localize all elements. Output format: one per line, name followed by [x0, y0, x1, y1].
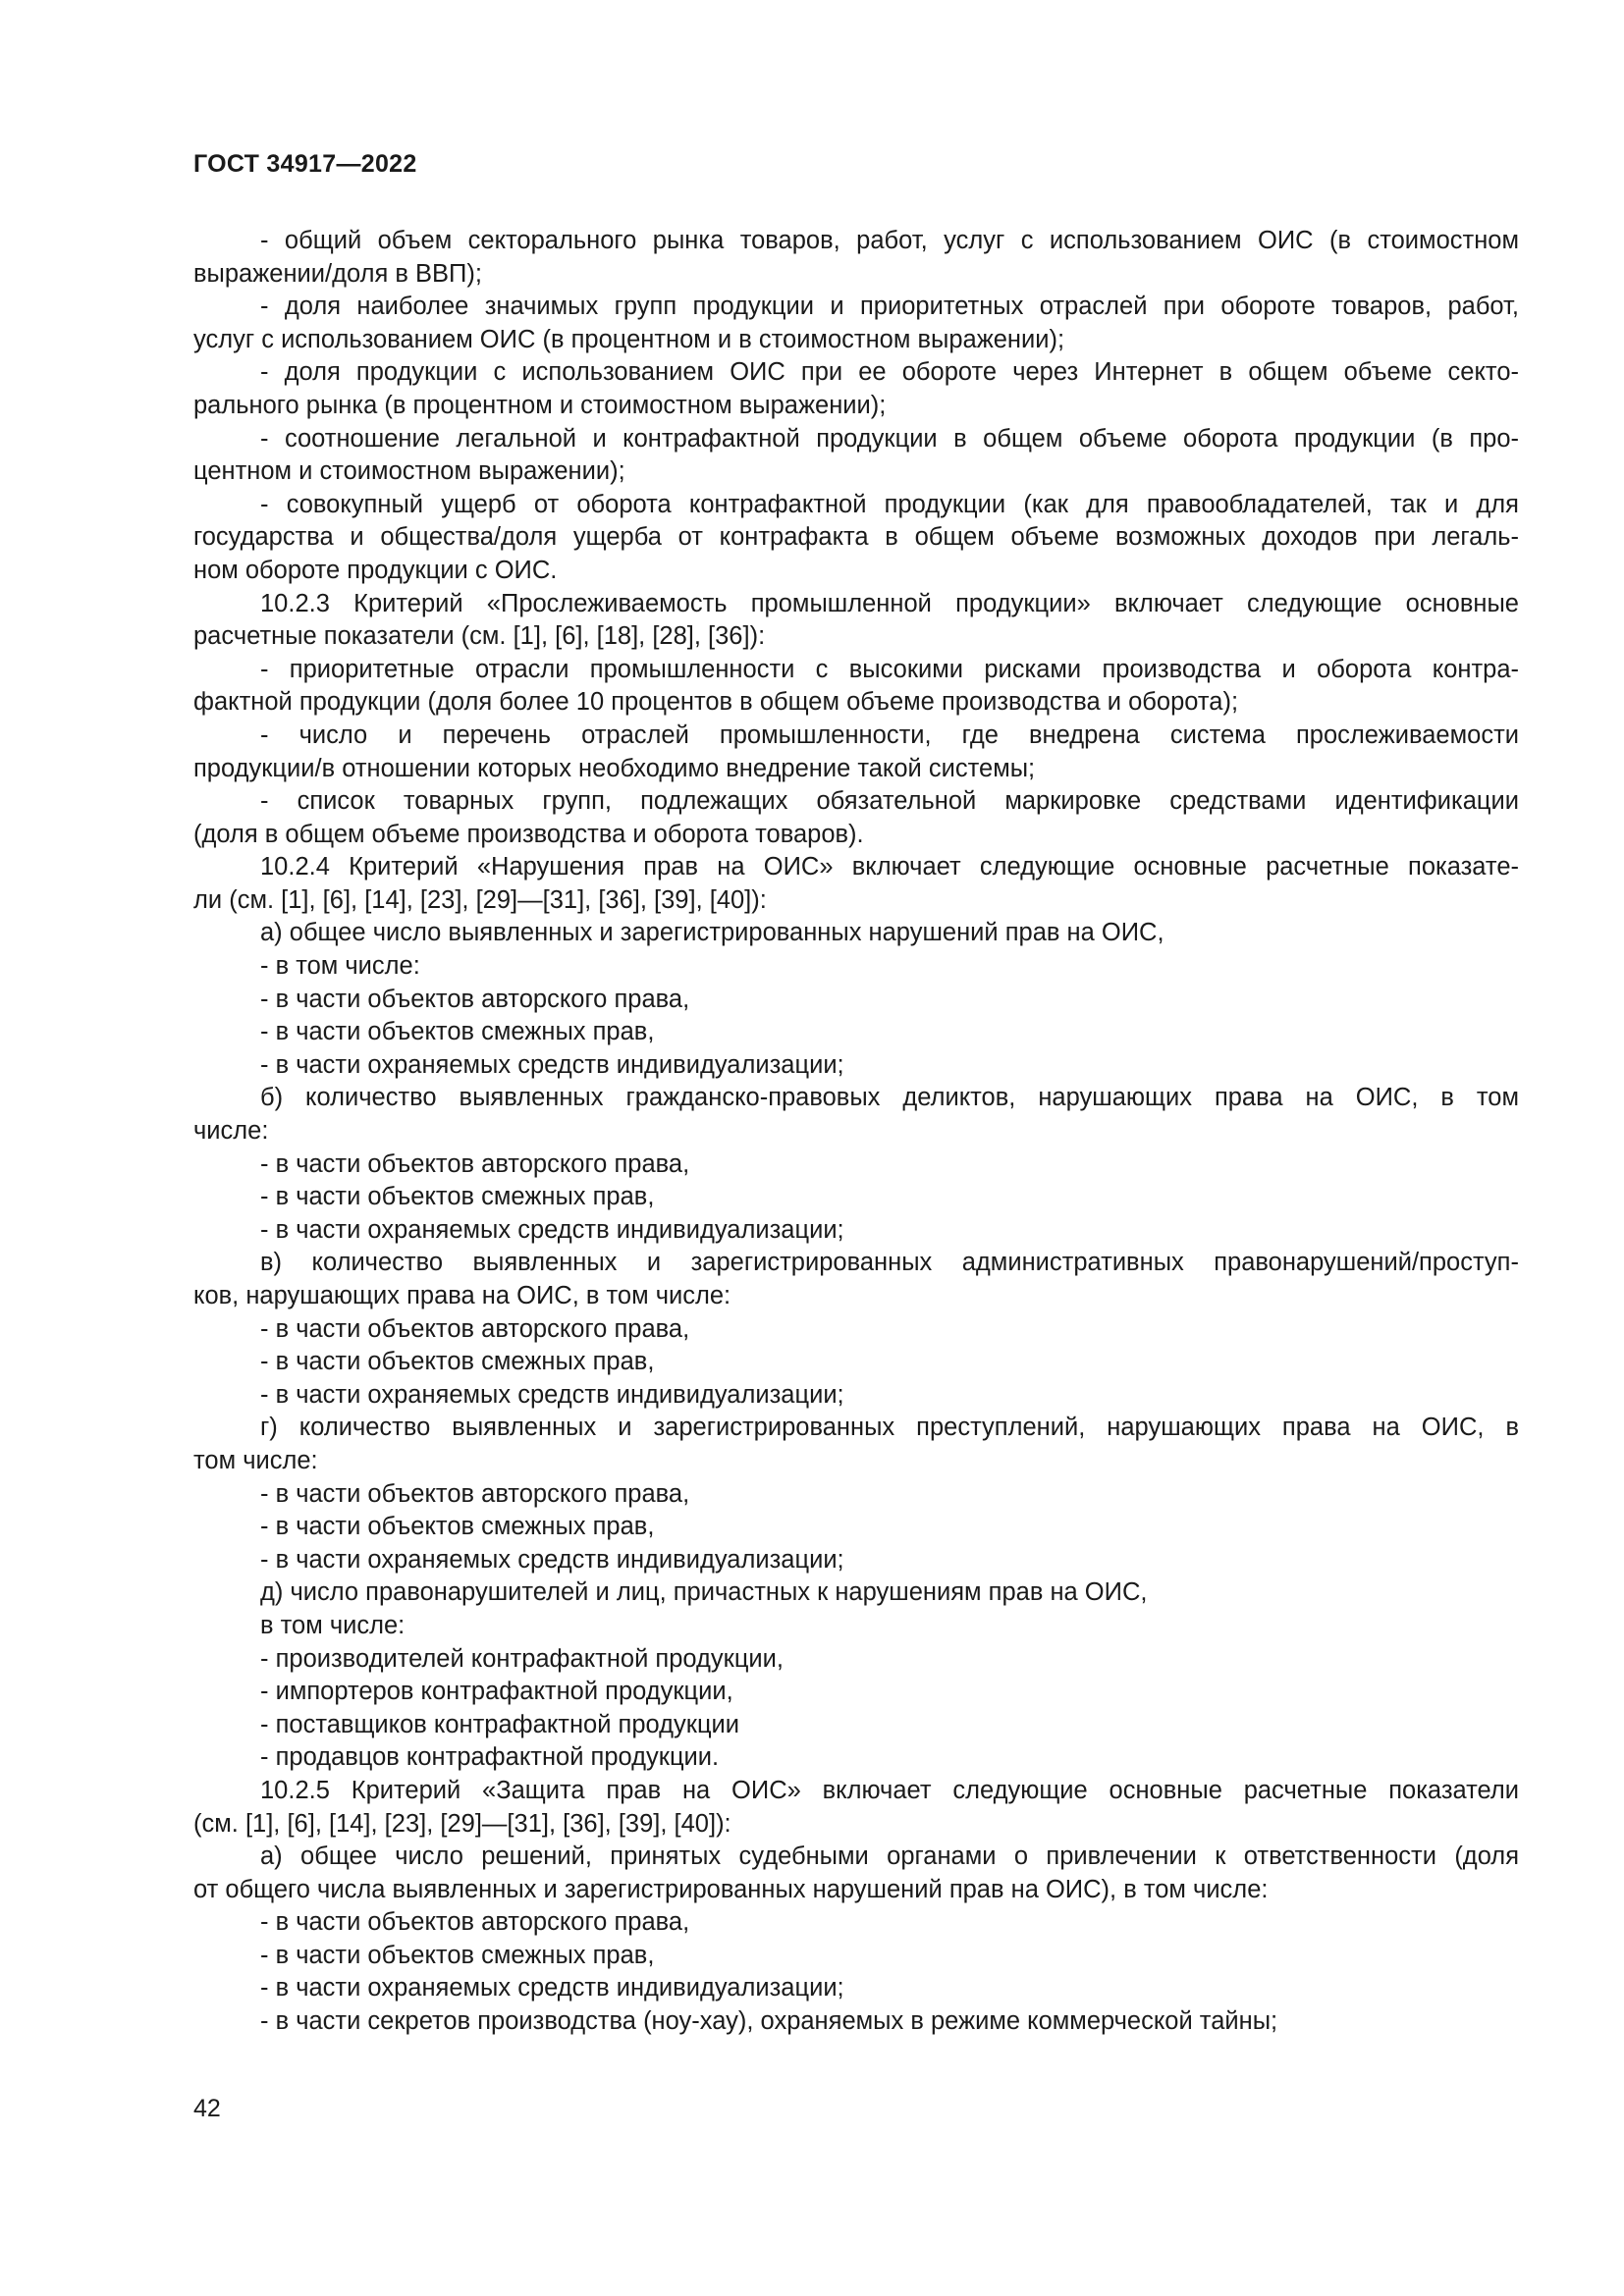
text-line: - в части секретов производства (ноу-хау), охраняемых в режиме коммерческой тайны; — [260, 2007, 1278, 2036]
text-line: - общий объем секторального рынка товаров, работ, услуг с использованием ОИС (в стоимостном — [260, 227, 1519, 254]
text-line: продукции/в отношении которых необходимо внедрение такой системы; — [193, 754, 1036, 782]
text-line: - список товарных групп, подлежащих обязательной маркировке средствами идентификации — [260, 787, 1519, 816]
text-line: государства и общества/доля ущерба от контрафакта в общем объеме возможных доходов при легаль- — [193, 523, 1519, 552]
text-line: расчетные показатели (см. [1], [6], [18], [28], [36]): — [193, 622, 766, 651]
text-line: - число и перечень отраслей промышленности, где внедрена система прослеживаемости — [260, 721, 1519, 749]
text-line: - в части объектов авторского права, — [260, 1908, 690, 1937]
text-line: - в части объектов смежных прав, — [260, 1941, 655, 1969]
text-line: - приоритетные отрасли промышленности с высокими рисками производства и оборота контра- — [260, 655, 1519, 683]
text-line: б) количество выявленных гражданско-правовых деликтов, нарушающих права на ОИС, в том — [260, 1084, 1519, 1112]
text-line: - доля наиболее значимых групп продукции и приоритетных отраслей при обороте товаров, работ, — [260, 293, 1519, 321]
text-line: ков, нарушающих права на ОИС, в том числе: — [193, 1282, 731, 1309]
text-line: - в части объектов смежных прав, — [260, 1018, 655, 1046]
text-line: г) количество выявленных и зарегистрированных преступлений, нарушающих права на ОИС, в — [260, 1414, 1519, 1442]
text-line: ном обороте продукции с ОИС. — [193, 556, 558, 584]
text-line: - производителей контрафактной продукции, — [260, 1644, 785, 1673]
text-line: центном и стоимостном выражении); — [193, 457, 625, 486]
document-body — [193, 225, 1519, 2039]
text-line: - совокупный ущерб от оборота контрафактной продукции (как для правообладателей, так и для — [260, 490, 1519, 518]
text-line: - в части охраняемых средств индивидуализации; — [260, 1380, 844, 1409]
text-line: - в том числе: — [260, 952, 420, 981]
page-number: 42 — [193, 2095, 221, 2122]
text-line: - в части объектов авторского права, — [260, 1149, 690, 1178]
text-line: 10.2.5 Критерий «Защита прав на ОИС» включает следующие основные расчетные показатели — [260, 1776, 1519, 1804]
text-line: том числе: — [193, 1446, 318, 1474]
text-line: услуг с использованием ОИС (в процентном и в стоимостном выражении); — [193, 325, 1065, 353]
text-line: - поставщиков контрафактной продукции — [260, 1710, 740, 1738]
text-line: - в части охраняемых средств индивидуализации; — [260, 1974, 844, 2002]
text-line: а) общее число решений, принятых судебными органами о привлечении к ответственности (доля — [260, 1842, 1519, 1871]
text-line: - в части объектов смежных прав, — [260, 1183, 655, 1211]
text-line: в) количество выявленных и зарегистрированных административных правонарушений/проступ- — [260, 1249, 1519, 1277]
text-line: - в части объектов смежных прав, — [260, 1513, 655, 1541]
text-line: - в части охраняемых средств индивидуализации; — [260, 1215, 844, 1244]
text-line: рального рынка (в процентном и стоимостном выражении); — [193, 391, 887, 419]
text-line: - соотношение легальной и контрафактной продукции в общем объеме оборота продукции (в про- — [260, 424, 1519, 453]
text-line: от общего числа выявленных и зарегистрированных нарушений прав на ОИС), в том числе: — [193, 1875, 1269, 1903]
text-line: числе: — [193, 1117, 269, 1146]
text-line: (доля в общем объеме производства и оборота товаров). — [193, 820, 864, 848]
text-line: - в части охраняемых средств индивидуализации; — [260, 1545, 844, 1574]
document-header: ГОСТ 34917—2022 — [193, 150, 417, 178]
text-line: в том числе: — [260, 1611, 406, 1639]
text-line: а) общее число выявленных и зарегистрированных нарушений прав на ОИС, — [260, 919, 1164, 947]
text-line: - импортеров контрафактной продукции, — [260, 1678, 733, 1706]
text-line: - в части объектов смежных прав, — [260, 1348, 655, 1376]
text-line: - продавцов контрафактной продукции. — [260, 1743, 720, 1772]
text-line: фактной продукции (доля более 10 процентов в общем объеме производства и оборота); — [193, 688, 1239, 717]
text-line: 10.2.3 Критерий «Прослеживаемость промышленной продукции» включает следующие основные — [260, 589, 1519, 617]
text-line: ли (см. [1], [6], [14], [23], [29]—[31], [36], [39], [40]): — [193, 885, 767, 914]
text-line: выражении/доля в ВВП); — [193, 259, 482, 288]
text-line: (см. [1], [6], [14], [23], [29]—[31], [36], [39], [40]): — [193, 1809, 731, 1838]
text-line: - в части охраняемых средств индивидуализации; — [260, 1050, 844, 1079]
text-line: 10.2.4 Критерий «Нарушения прав на ОИС» включает следующие основные расчетные показате- — [260, 853, 1519, 881]
text-line: д) число правонарушителей и лиц, причастных к нарушениям прав на ОИС, — [260, 1578, 1148, 1607]
text-line: - в части объектов авторского права, — [260, 1479, 690, 1508]
text-line: - в части объектов авторского права, — [260, 1314, 690, 1343]
text-line: - доля продукции с использованием ОИС при ее обороте через Интернет в общем объеме секто- — [260, 358, 1519, 387]
text-line: - в части объектов авторского права, — [260, 985, 690, 1013]
